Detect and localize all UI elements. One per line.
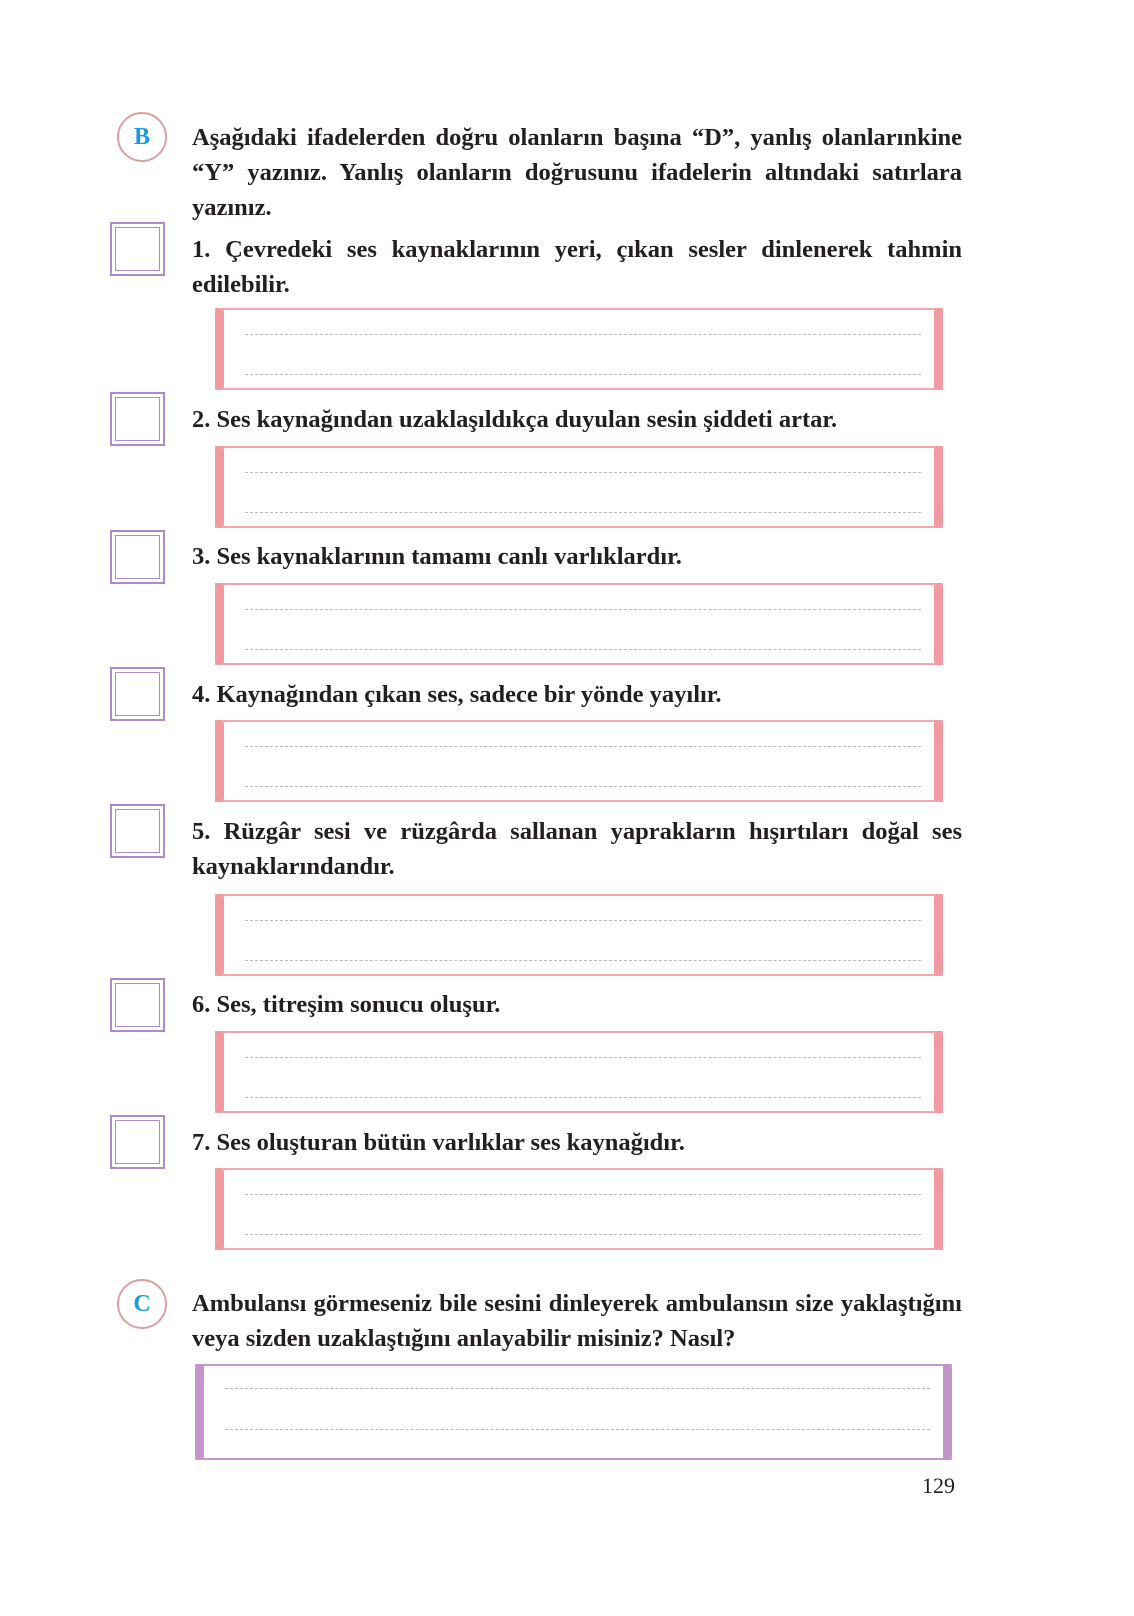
answer-line xyxy=(245,920,921,921)
statement-4: 4. Kaynağından çıkan ses, sadece bir yönde yayılır. xyxy=(192,681,722,708)
section-c-badge: C xyxy=(117,1279,167,1329)
answer-line xyxy=(245,374,921,375)
answer-line xyxy=(225,1429,930,1430)
answer-line xyxy=(245,1194,921,1195)
answer-area-4[interactable] xyxy=(215,720,943,802)
answer-line xyxy=(245,786,921,787)
statement-6: 6. Ses, titreşim sonucu oluşur. xyxy=(192,991,501,1018)
answer-checkbox-1[interactable] xyxy=(110,222,165,276)
answer-checkbox-7[interactable] xyxy=(110,1115,165,1169)
answer-line xyxy=(245,1097,921,1098)
answer-line xyxy=(245,609,921,610)
answer-checkbox-5[interactable] xyxy=(110,804,165,858)
answer-checkbox-2[interactable] xyxy=(110,392,165,446)
page-number: 129 xyxy=(922,1473,955,1498)
statement-1: 1. Çevredeki ses kaynaklarının yeri, çıkan sesler dinlenerek tahmin edilebilir. xyxy=(192,236,962,298)
answer-line xyxy=(225,1388,930,1389)
answer-line xyxy=(245,1057,921,1058)
answer-area-6[interactable] xyxy=(215,1031,943,1113)
statement-2: 2. Ses kaynağından uzaklaşıldıkça duyulan sesin şiddeti artar. xyxy=(192,406,838,433)
answer-line xyxy=(245,334,921,335)
answer-line xyxy=(245,649,921,650)
statement-7: 7. Ses oluşturan bütün varlıklar ses kaynağıdır. xyxy=(192,1129,685,1156)
answer-area-2[interactable] xyxy=(215,446,943,528)
statement-5: 5. Rüzgâr sesi ve rüzgârda sallanan yaprakların hışırtıları doğal ses kaynaklarındandır. xyxy=(192,818,962,880)
answer-line xyxy=(245,472,921,473)
answer-area-1[interactable] xyxy=(215,308,943,390)
answer-line xyxy=(245,1234,921,1235)
answer-line xyxy=(245,960,921,961)
answer-area-7[interactable] xyxy=(215,1168,943,1250)
section-b-badge: B xyxy=(117,112,167,162)
answer-checkbox-3[interactable] xyxy=(110,530,165,584)
answer-checkbox-6[interactable] xyxy=(110,978,165,1032)
answer-checkbox-4[interactable] xyxy=(110,667,165,721)
section-b-instruction: Aşağıdaki ifadelerden doğru olanların başına “D”, yanlış olanlarınkine “Y” yazınız. Yanlış olanların doğrusunu ifadelerin altındaki satırlara yazınız. xyxy=(192,124,962,221)
statement-3: 3. Ses kaynaklarının tamamı canlı varlıklardır. xyxy=(192,543,682,570)
answer-area-5[interactable] xyxy=(215,894,943,976)
section-c-answer-area[interactable] xyxy=(195,1364,952,1460)
answer-area-3[interactable] xyxy=(215,583,943,665)
section-c-question: Ambulansı görmeseniz bile sesini dinleyerek ambulansın size yaklaştığını veya sizden uzaklaştığını anlayabilir misiniz? Nasıl? xyxy=(192,1290,962,1352)
answer-line xyxy=(245,746,921,747)
answer-line xyxy=(245,512,921,513)
